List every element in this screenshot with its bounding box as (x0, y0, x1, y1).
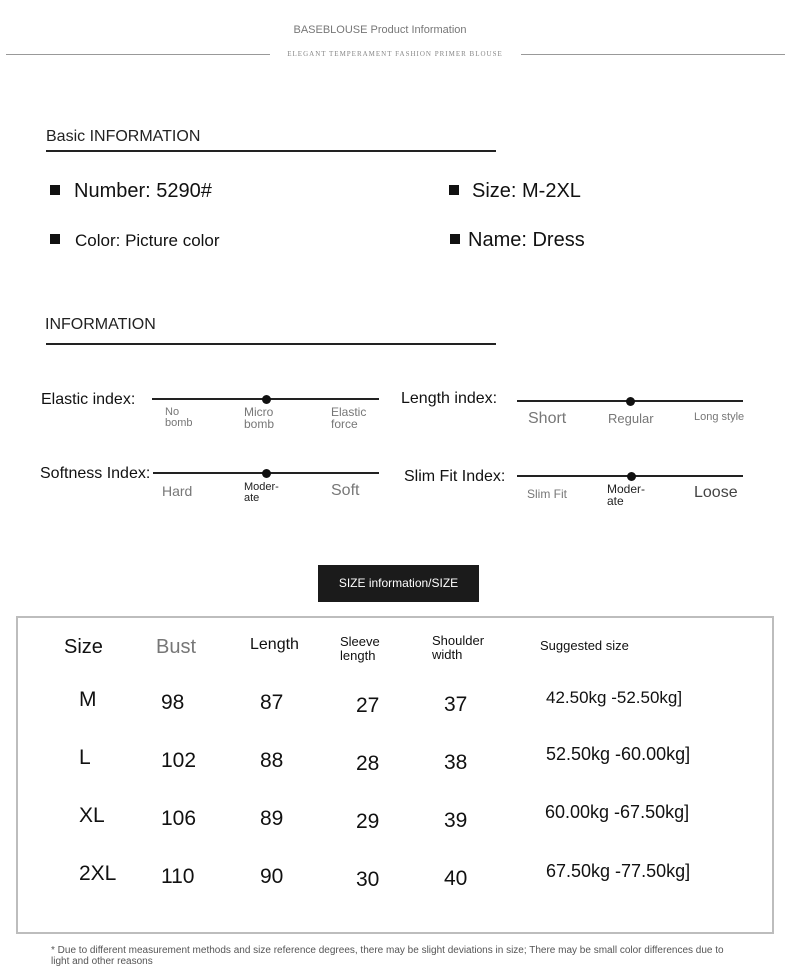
table-cell-size: M (79, 688, 97, 711)
bullet-icon (449, 185, 459, 195)
length-index-marker (626, 397, 635, 406)
table-cell-bust: 102 (161, 749, 197, 772)
slimfit-option-moderate: Moder- ate (607, 482, 646, 508)
length-option-short: Short (528, 410, 567, 427)
table-cell-shoulder: 39 (444, 809, 468, 832)
bullet-icon (50, 185, 60, 195)
table-cell-size: 2XL (79, 862, 117, 885)
elastic-option-micro-bomb: Micro bomb (244, 405, 275, 431)
table-cell-length: 88 (260, 749, 284, 772)
length-option-long-style: Long style (694, 411, 745, 423)
header-rule-right (521, 54, 785, 55)
header-suggested-size: Suggested size (540, 638, 629, 653)
table-cell-bust: 106 (161, 807, 197, 830)
bullet-icon (50, 234, 60, 244)
table-cell-size: L (79, 746, 91, 769)
table-cell-length: 89 (260, 807, 284, 830)
brand-title: BASEBLOUSE Product Information (293, 24, 467, 36)
slimfit-index-marker (627, 472, 636, 481)
header-length: Length (250, 636, 299, 653)
footnote: * Due to different measurement methods and size reference degrees, there may be slight deviations in size; There may be small color differences due to light and other reasons (51, 945, 724, 967)
header-rule-left (6, 54, 270, 55)
table-cell-suggested: 42.50kg -52.50kg] (546, 688, 683, 707)
table-cell-length: 87 (260, 691, 284, 714)
number-info: Number: 5290# (74, 180, 212, 202)
table-cell-length: 90 (260, 865, 284, 888)
table-cell-suggested: 60.00kg -67.50kg] (545, 802, 690, 822)
table-cell-bust: 98 (161, 691, 185, 714)
size-info: Size: M-2XL (472, 180, 581, 202)
table-cell-bust: 110 (161, 865, 195, 888)
tagline: ELEGANT TEMPERAMENT FASHION PRIMER BLOUSE (287, 50, 503, 58)
elastic-option-no-bomb: No bomb (165, 406, 193, 429)
elastic-option-elastic-force: Elastic force (331, 405, 367, 431)
softness-index-label: Softness Index: (40, 465, 151, 482)
elastic-index-marker (262, 395, 271, 404)
softness-option-moderate: Moder- ate (244, 481, 279, 504)
softness-index-marker (262, 469, 271, 478)
header-sleeve-length: Sleeve length (340, 634, 380, 663)
basic-info-title: Basic INFORMATION (46, 128, 201, 145)
information-title: INFORMATION (45, 316, 156, 333)
softness-option-hard: Hard (162, 483, 193, 499)
size-information-badge: SIZE information/SIZE (318, 565, 479, 602)
elastic-index-label: Elastic index: (41, 391, 136, 408)
slimfit-index-label: Slim Fit Index: (404, 468, 506, 485)
header-size: Size (64, 636, 103, 658)
table-cell-suggested: 52.50kg -60.00kg] (546, 744, 691, 764)
table-cell-suggested: 67.50kg -77.50kg] (546, 861, 691, 881)
table-cell-size: XL (79, 804, 105, 827)
header-bust: Bust (156, 636, 197, 658)
table-cell-shoulder: 37 (444, 693, 468, 716)
header-shoulder-width: Shoulder width (432, 633, 485, 662)
slimfit-option-loose: Loose (694, 484, 738, 501)
length-index-label: Length index: (401, 390, 498, 407)
softness-option-soft: Soft (331, 482, 360, 499)
table-cell-sleeve: 27 (356, 694, 380, 717)
name-info: Name: Dress (468, 229, 585, 251)
table-cell-shoulder: 40 (444, 867, 468, 890)
bullet-icon (450, 234, 460, 244)
color-info: Color: Picture color (75, 231, 220, 250)
basic-info-rule (46, 150, 496, 152)
slimfit-option-slim-fit: Slim Fit (527, 487, 567, 501)
table-cell-sleeve: 30 (356, 868, 380, 891)
size-table (16, 616, 774, 934)
length-option-regular: Regular (608, 411, 654, 426)
table-cell-sleeve: 28 (356, 752, 380, 775)
table-cell-sleeve: 29 (356, 810, 380, 833)
information-rule (46, 343, 496, 345)
table-cell-shoulder: 38 (444, 751, 468, 774)
